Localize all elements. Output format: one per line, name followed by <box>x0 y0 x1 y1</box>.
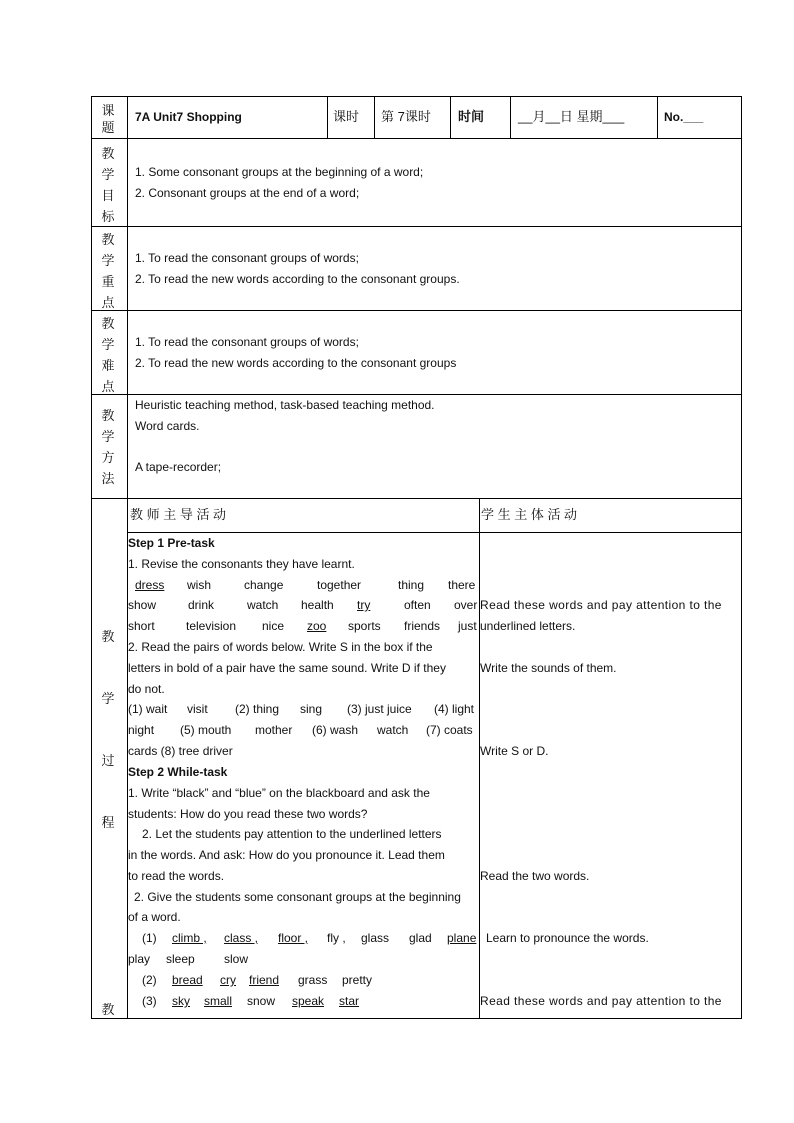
word: small <box>204 994 233 1008</box>
word: floor , <box>278 931 309 945</box>
word: just <box>458 619 477 633</box>
student-note-5: Learn to pronounce the words. <box>486 931 649 945</box>
word: together <box>317 578 362 592</box>
word: pretty <box>342 973 373 987</box>
process-label-char-4: 程 <box>101 815 115 830</box>
word: climb , <box>172 931 207 945</box>
word: television <box>186 619 237 633</box>
word: health <box>301 598 334 612</box>
word: there <box>448 578 476 592</box>
process-label-char-1: 教 <box>101 629 115 644</box>
step1-title: Step 1 Pre-task <box>128 536 215 550</box>
topic-label-char-2: 题 <box>101 120 115 135</box>
word-pair: (3) just juice <box>347 702 412 716</box>
word: bread <box>172 973 203 987</box>
word: friend <box>249 973 280 987</box>
header-divider-3 <box>450 96 451 138</box>
table-border-top <box>91 96 742 97</box>
word: cry <box>220 973 236 987</box>
student-note-6: Read these words and pay attention to the <box>480 994 722 1008</box>
period-label: 课时 <box>333 109 360 124</box>
word: sky <box>172 994 190 1008</box>
word-pair: (6) wash <box>312 723 359 737</box>
header-divider-5 <box>657 96 658 138</box>
number-label: No.___ <box>664 110 704 124</box>
row-line-1 <box>91 138 742 139</box>
word-pair: cards (8) tree driver <box>128 744 233 758</box>
row-line-4 <box>91 394 742 395</box>
word: plane <box>447 931 477 945</box>
time-label: 时间 <box>458 109 485 124</box>
group-number: (3) <box>142 994 157 1008</box>
objective-item-2: 2. Consonant groups at the end of a word; <box>135 186 360 200</box>
word-pair: mother <box>255 723 293 737</box>
word: nice <box>262 619 285 633</box>
word-pair: visit <box>187 702 208 716</box>
objectives-label-char-1: 教 <box>101 146 115 161</box>
topic-label-char-1: 课 <box>101 103 115 118</box>
difficulties-label-char-4: 点 <box>101 379 115 394</box>
word: class , <box>224 931 259 945</box>
student-note-1a: Read these words and pay attention to the <box>480 598 722 612</box>
step2-item3-line-1: 2. Give the students some consonant groups at the beginning <box>134 890 461 904</box>
word-pair: night <box>128 723 155 737</box>
header-divider-4 <box>510 96 511 138</box>
process-label-char-2: 学 <box>101 691 115 706</box>
table-border-left <box>91 96 92 1019</box>
table-border-bottom <box>91 1018 742 1019</box>
word-pair: (5) mouth <box>180 723 232 737</box>
difficulties-label-char-1: 教 <box>101 316 115 331</box>
step2-item2-line-1: 2. Let the students pay attention to the underlined letters <box>142 827 442 841</box>
word-pair: sing <box>300 702 323 716</box>
word: change <box>244 578 284 592</box>
word: wish <box>187 578 212 592</box>
period-value: 第 7课时 <box>381 109 431 124</box>
word: star <box>339 994 360 1008</box>
objectives-label-char-4: 标 <box>101 209 115 224</box>
row-line-5 <box>91 498 742 499</box>
student-note-3: Write S or D. <box>480 744 549 758</box>
student-activity-header: 学 生 主 体 活 动 <box>481 507 578 522</box>
word: watch <box>247 598 279 612</box>
difficulties-label-char-2: 学 <box>101 337 115 352</box>
step2-title: Step 2 While-task <box>128 765 228 779</box>
step2-item2-line-2: in the words. And ask: How do you pronounce it. Lead them <box>128 848 445 862</box>
word: fly , <box>327 931 346 945</box>
word: zoo <box>307 619 327 633</box>
word: speak <box>292 994 325 1008</box>
method-item-1: Heuristic teaching method, task-based teaching method. <box>135 398 435 412</box>
objectives-label-char-3: 目 <box>101 188 115 203</box>
methods-label-char-4: 法 <box>101 471 115 486</box>
time-value: __月__日 星期___ <box>518 109 625 124</box>
keypoints-label-char-1: 教 <box>101 232 115 247</box>
word: over <box>454 598 478 612</box>
difficulties-label-char-3: 难 <box>101 358 115 373</box>
word: glad <box>409 931 432 945</box>
method-item-2: Word cards. <box>135 419 200 433</box>
keypoints-label-char-4: 点 <box>101 295 115 310</box>
group-number: (2) <box>142 973 157 987</box>
step1-item2-line-3: do not. <box>128 682 165 696</box>
word-pair: watch <box>377 723 409 737</box>
step2-item2-line-3: to read the words. <box>128 869 225 883</box>
word-pair: (1) wait <box>128 702 168 716</box>
step1-item1: 1. Revise the consonants they have learnt. <box>128 557 355 571</box>
student-note-1b: underlined letters. <box>480 619 576 633</box>
word: short <box>128 619 155 633</box>
difficulty-item-2: 2. To read the new words according to the consonant groups <box>135 356 457 370</box>
word: sleep <box>166 952 195 966</box>
step2-item1-line-2: students: How do you read these two words? <box>128 807 368 821</box>
method-item-3: A tape-recorder; <box>135 460 222 474</box>
lesson-topic: 7A Unit7 Shopping <box>135 110 242 124</box>
word: friends <box>404 619 441 633</box>
row-line-3 <box>91 310 742 311</box>
teacher-activity-header: 教 师 主 导 活 动 <box>130 507 227 522</box>
step1-item2-line-2: letters in bold of a pair have the same sound. Write D if they <box>128 661 446 675</box>
student-note-2: Write the sounds of them. <box>480 661 617 675</box>
objectives-label-char-2: 学 <box>101 167 115 182</box>
methods-label-char-2: 学 <box>101 429 115 444</box>
process-header-line <box>127 532 742 533</box>
step2-item1-line-1: 1. Write “black” and “blue” on the blackboard and ask the <box>128 786 430 800</box>
word: try <box>357 598 371 612</box>
keypoint-item-1: 1. To read the consonant groups of words; <box>135 251 359 265</box>
word: sports <box>348 619 381 633</box>
difficulty-item-1: 1. To read the consonant groups of words; <box>135 335 359 349</box>
methods-label-char-3: 方 <box>101 450 115 465</box>
word: grass <box>298 973 328 987</box>
word-pair: (4) light <box>434 702 475 716</box>
row-line-2 <box>91 226 742 227</box>
student-note-4: Read the two words. <box>480 869 590 883</box>
keypoints-label-char-2: 学 <box>101 253 115 268</box>
word: drink <box>188 598 215 612</box>
word: slow <box>224 952 249 966</box>
step1-item2-line-1: 2. Read the pairs of words below. Write S in the box if the <box>128 640 433 654</box>
word: thing <box>398 578 425 592</box>
group-number: (1) <box>142 931 157 945</box>
word-pair: (7) coats <box>426 723 473 737</box>
header-divider-2 <box>374 96 375 138</box>
keypoint-item-2: 2. To read the new words according to the consonant groups. <box>135 272 460 286</box>
word: dress <box>135 578 165 592</box>
word: snow <box>247 994 276 1008</box>
header-divider-1 <box>327 96 328 138</box>
process-label-char-3: 过 <box>101 753 115 768</box>
word: show <box>128 598 157 612</box>
word: play <box>128 952 151 966</box>
methods-label-char-1: 教 <box>101 408 115 423</box>
table-border-right <box>741 96 742 1019</box>
word-pair: (2) thing <box>235 702 280 716</box>
word: glass <box>361 931 390 945</box>
word: often <box>404 598 431 612</box>
step2-item3-line-2: of a word. <box>128 910 181 924</box>
process-label-char-5: 教 <box>101 1002 115 1017</box>
objective-item-1: 1. Some consonant groups at the beginning of a word; <box>135 165 424 179</box>
keypoints-label-char-3: 重 <box>101 274 115 289</box>
